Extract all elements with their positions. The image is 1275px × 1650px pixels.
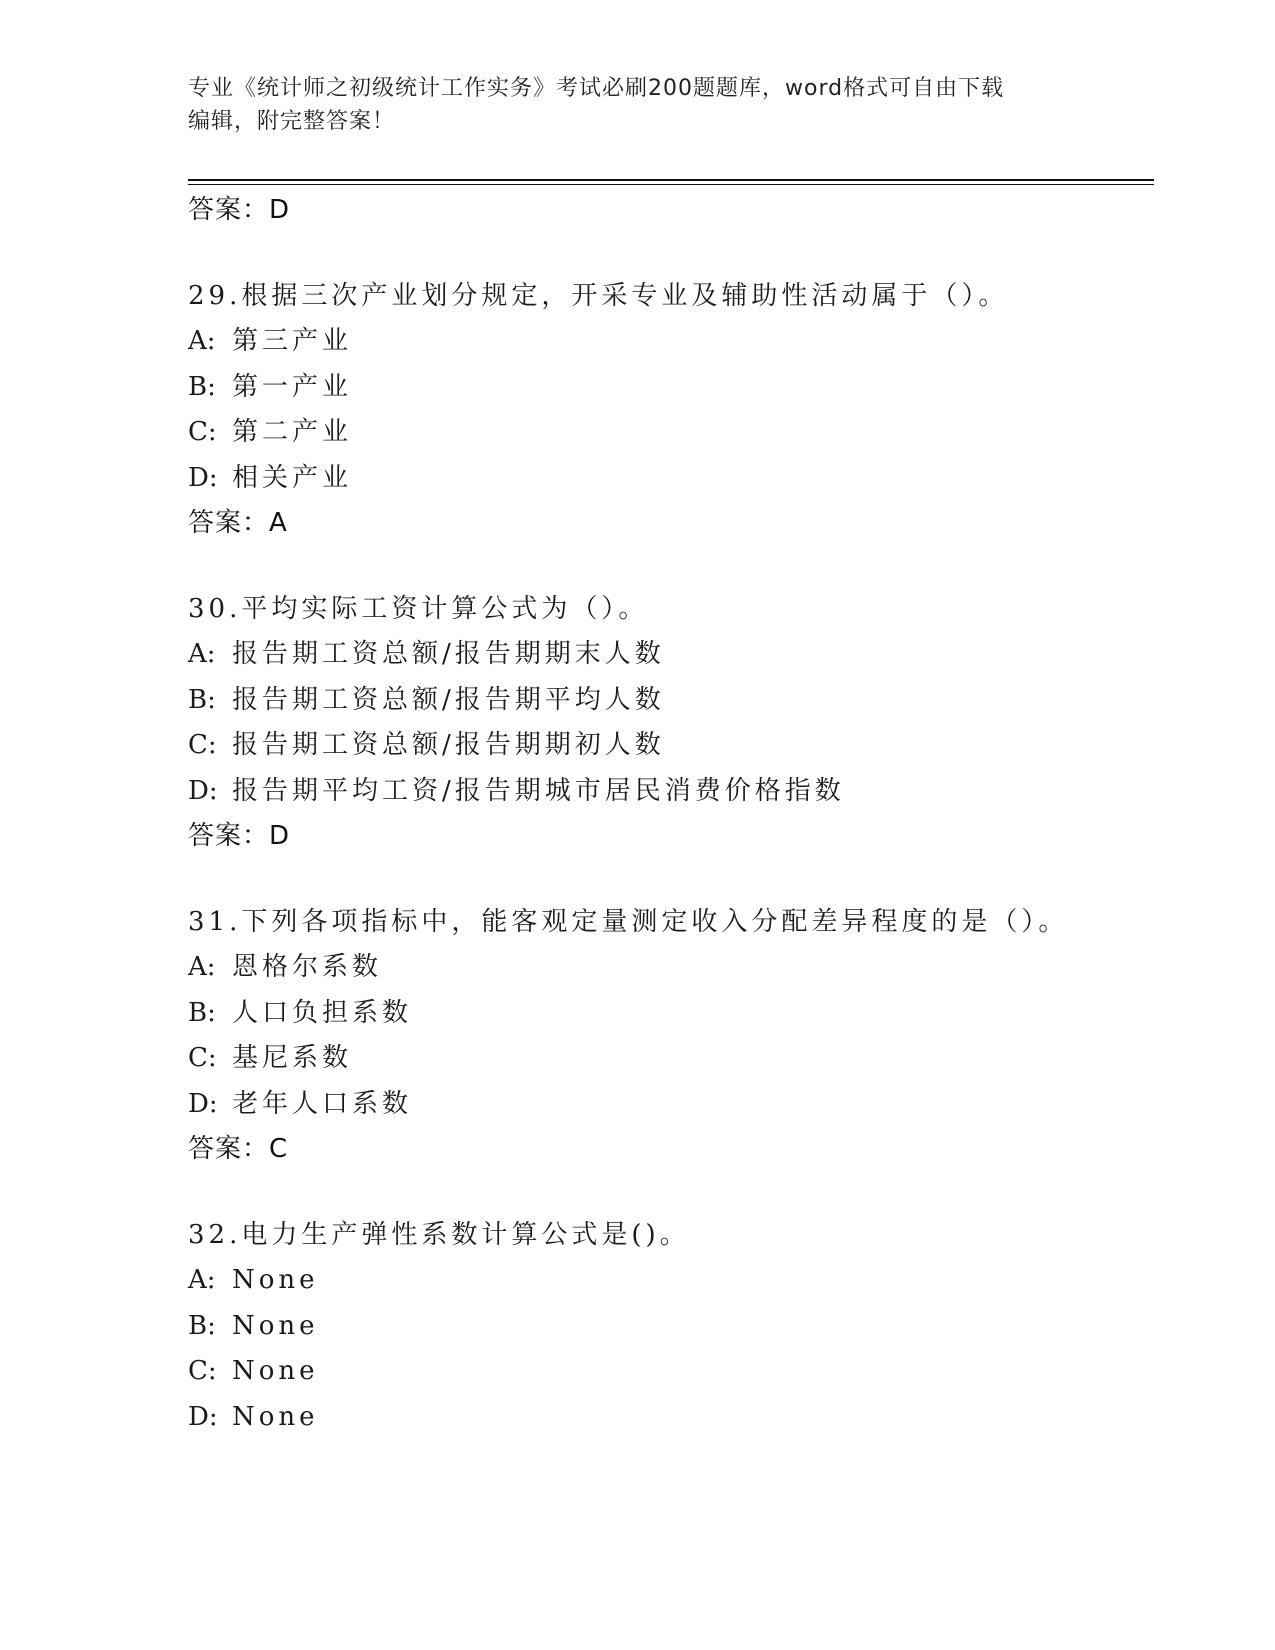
option-b <box>188 683 1188 717</box>
option-label: B: <box>188 684 216 715</box>
question-31 <box>188 905 1188 1166</box>
option-label: B: <box>188 997 216 1028</box>
option-text: None <box>232 1356 319 1386</box>
option-b <box>188 996 1188 1030</box>
option-label: D: <box>188 775 218 806</box>
header-line-1: 专业《统计师之初级统计工作实务》考试必刷200题题库，word格式可自由下载 <box>188 76 1005 101</box>
option-text: 第一产业 <box>232 371 353 402</box>
option-text: None <box>232 1310 319 1341</box>
option-label: B: <box>188 1310 216 1341</box>
question-29 <box>188 279 1188 540</box>
option-label: C: <box>188 1356 217 1386</box>
question-text: 30.平均实际工资计算公式为（）。 <box>188 594 649 624</box>
question-text: 31.下列各项指标中，能客观定量测定收入分配差异程度的是（）。 <box>188 907 1069 937</box>
question-text: 32.电力生产弹性系数计算公式是()。 <box>188 1220 690 1250</box>
option-c <box>188 1041 1188 1075</box>
option-text: 恩格尔系数 <box>232 952 383 982</box>
option-label: C: <box>188 730 217 760</box>
option-c <box>188 1354 1188 1388</box>
option-a <box>188 637 1188 671</box>
option-label: A: <box>188 952 216 982</box>
answer: 答案：A <box>188 508 288 538</box>
option-text: 老年人口系数 <box>232 1088 413 1119</box>
option-label: D: <box>188 1088 218 1119</box>
option-label: C: <box>188 417 217 447</box>
option-d <box>188 461 1188 495</box>
option-label: C: <box>188 1043 217 1073</box>
option-c <box>188 415 1188 449</box>
option-text: 报告期工资总额/报告期期末人数 <box>232 639 665 669</box>
option-label: D: <box>188 462 218 493</box>
option-text: 第二产业 <box>232 417 353 447</box>
question-list <box>188 193 1188 1445</box>
option-a <box>188 324 1188 358</box>
answer: 答案：D <box>188 821 291 851</box>
option-label: A: <box>188 639 216 669</box>
option-text: None <box>232 1401 319 1432</box>
header-divider-thick <box>188 179 1154 181</box>
option-text: 报告期工资总额/报告期期初人数 <box>232 730 665 760</box>
option-c <box>188 728 1188 762</box>
question-32 <box>188 1218 1188 1434</box>
option-text: 人口负担系数 <box>232 997 413 1028</box>
option-d <box>188 1087 1188 1121</box>
option-a <box>188 1263 1188 1297</box>
answer: 答案：C <box>188 1134 289 1164</box>
question-text: 29.根据三次产业划分规定，开采专业及辅助性活动属于（）。 <box>188 281 1009 311</box>
document-header <box>188 72 1088 138</box>
option-d <box>188 1400 1188 1434</box>
option-b <box>188 1309 1188 1343</box>
option-a <box>188 950 1188 984</box>
previous-answer: 答案：D <box>188 195 291 225</box>
option-text: 报告期平均工资/报告期城市居民消费价格指数 <box>232 775 845 806</box>
header-divider-thin <box>188 184 1154 185</box>
option-d <box>188 774 1188 808</box>
option-text: None <box>232 1265 319 1295</box>
option-b <box>188 370 1188 404</box>
option-text: 基尼系数 <box>232 1043 353 1073</box>
option-label: A: <box>188 1265 216 1295</box>
option-text: 报告期工资总额/报告期平均人数 <box>232 684 665 715</box>
question-30 <box>188 592 1188 853</box>
header-line-2: 编辑，附完整答案！ <box>188 109 396 134</box>
option-text: 相关产业 <box>232 462 353 493</box>
option-text: 第三产业 <box>232 326 353 356</box>
option-label: B: <box>188 371 216 402</box>
option-label: A: <box>188 326 216 356</box>
option-label: D: <box>188 1401 218 1432</box>
